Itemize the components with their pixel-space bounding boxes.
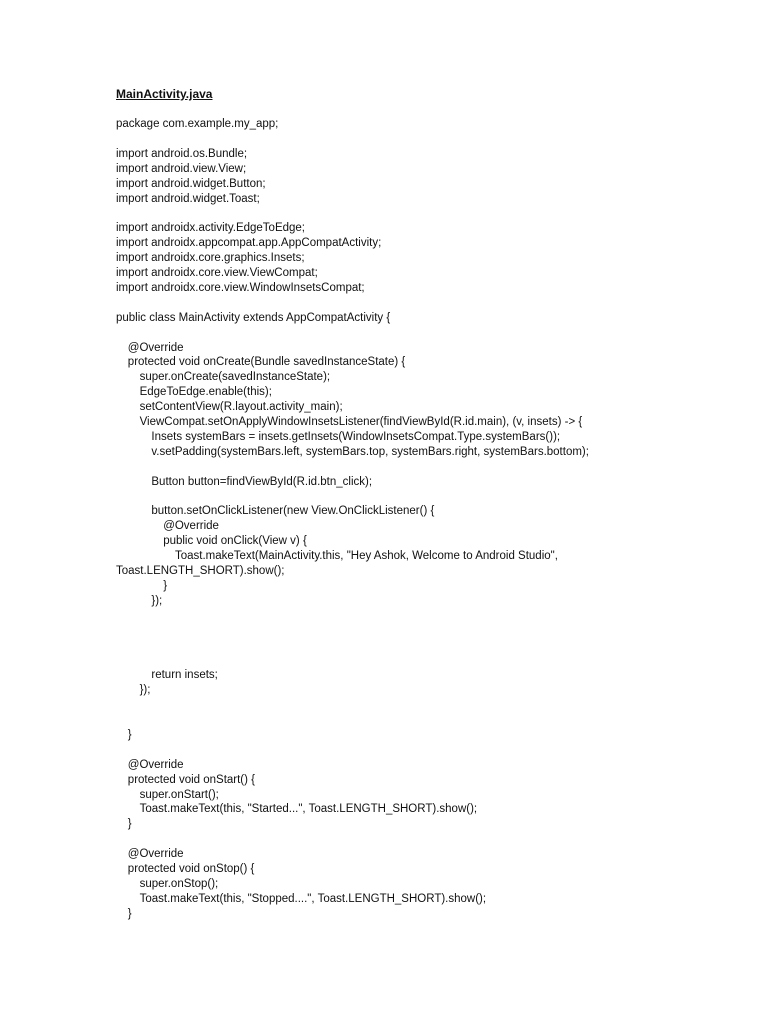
code-line: super.onStart();	[139, 788, 219, 801]
code-line: protected void onStart() {	[127, 773, 256, 786]
code-line: @Override	[127, 848, 184, 861]
code-line: package com.example.my_app;	[116, 118, 279, 130]
code-line: import androidx.core.view.ViewCompat;	[116, 267, 318, 279]
code-line: protected void onStop() {	[127, 863, 255, 875]
code-line: import android.os.Bundle;	[116, 147, 248, 160]
code-line: }	[163, 579, 168, 592]
code-line: return insets;	[151, 669, 218, 682]
code-line: });	[151, 594, 163, 607]
code-line: protected void onCreate(Bundle savedInstanceState) {	[127, 356, 406, 369]
code-line: Button button=findViewById(R.id.btn_click);	[151, 475, 373, 488]
code-line: import androidx.activity.EdgeToEdge;	[116, 222, 305, 235]
code-line: import android.widget.Button;	[116, 177, 266, 190]
code-line: });	[139, 684, 151, 697]
code-line: public void onClick(View v) {	[163, 535, 307, 548]
code-line: Toast.makeText(MainActivity.this, "Hey Ashok, Welcome to Android Studio",	[175, 550, 558, 563]
code-line: }	[127, 907, 132, 920]
code-line: setContentView(R.layout.activity_main);	[139, 401, 343, 414]
code-line: import android.widget.Toast;	[116, 192, 260, 205]
code-line: @Override	[127, 341, 184, 354]
code-line: }	[127, 818, 132, 831]
code-line: Toast.LENGTH_SHORT).show();	[116, 565, 285, 577]
code-line: import androidx.core.graphics.Insets;	[116, 252, 305, 265]
code-line: Toast.makeText(this, "Started...", Toast.LENGTH_SHORT).show();	[139, 803, 478, 816]
code-line: super.onCreate(savedInstanceState);	[139, 371, 331, 384]
code-line: super.onStop();	[139, 877, 219, 890]
document-title: MainActivity.java	[116, 87, 213, 101]
code-line: button.setOnClickListener(new View.OnClickListener() {	[151, 505, 435, 518]
code-line: import android.view.View;	[116, 162, 247, 175]
code-line: }	[127, 728, 132, 741]
code-line: v.setPadding(systemBars.left, systemBars.top, systemBars.right, systemBars.bottom);	[151, 445, 589, 458]
code-line: @Override	[163, 520, 219, 533]
code-line: public class MainActivity extends AppCompatActivity {	[116, 311, 391, 324]
code-line: Insets systemBars = insets.getInsets(WindowInsetsCompat.Type.systemBars());	[151, 430, 561, 443]
code-line: import androidx.appcompat.app.AppCompatActivity;	[116, 237, 382, 250]
code-line: EdgeToEdge.enable(this);	[139, 386, 272, 399]
code-line: import androidx.core.view.WindowInsetsCompat;	[116, 281, 365, 294]
code-line: ViewCompat.setOnApplyWindowInsetsListener(findViewById(R.id.main), (v, insets) -> {	[139, 416, 583, 428]
code-line: @Override	[127, 758, 184, 771]
code-line: Toast.makeText(this, "Stopped....", Toast.LENGTH_SHORT).show();	[139, 892, 487, 905]
